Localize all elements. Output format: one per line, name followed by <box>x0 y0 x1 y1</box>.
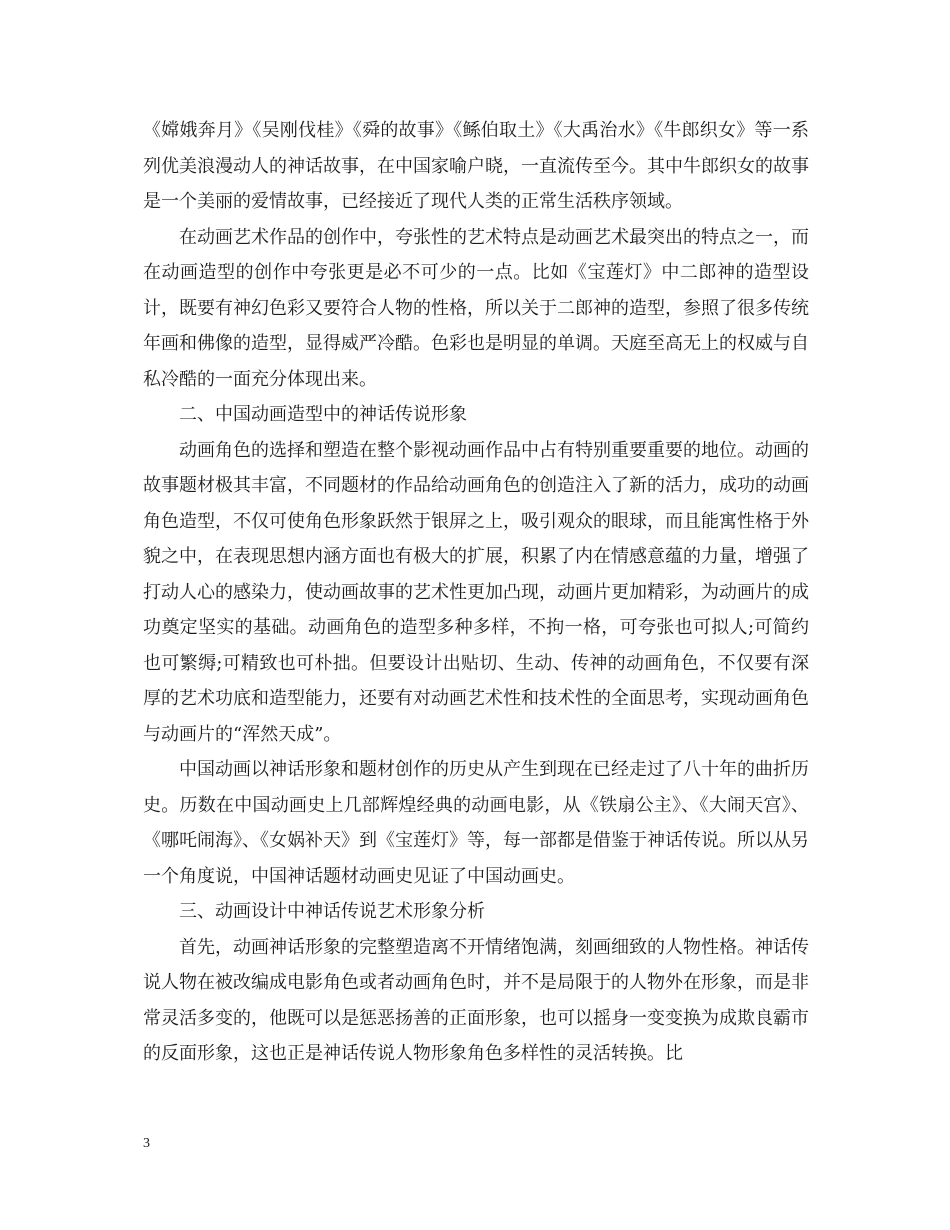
paragraph-continued: 《嫦娥奔月》《吴刚伐桂》《舜的故事》《鲧伯取土》《大禹治水》《牛郎织女》等一系列优美浪漫动人的神话故事，在中国家喻户晓，一直流传至今。其中牛郎织女的故事是一个美丽的爱情故事，已经接近了现代人类的正常生活秩序领域。 <box>143 120 809 212</box>
section-heading-3: 三、动画设计中神话传说艺术形象分析 <box>179 901 485 922</box>
section-heading-2: 二、中国动画造型中的神话传说形象 <box>179 404 467 425</box>
paragraph-analysis: 首先，动画神话形象的完整塑造离不开情绪饱满，刻画细致的人物性格。神话传说人物在被改编成电影角色或者动画角色时，并不是局限于的人物外在形象，而是非常灵活多变的，他既可以是惩恶扬善的正面形象，也可以摇身一变变换为成欺良霸市的反面形象，这也正是神话传说人物形象角色多样性的灵活转换。比 <box>143 936 809 1064</box>
paragraph-history: 中国动画以神话形象和题材创作的历史从产生到现在已经走过了八十年的曲折历史。历数在中国动画史上几部辉煌经典的动画电影，从《铁扇公主》、《大闹天宫》、《哪吒闹海》、《女娲补天》到《宝莲灯》等，每一部都是借鉴于神话传说。所以从另一个角度说，中国神话题材动画史见证了中国动画史。 <box>143 759 809 887</box>
document-body <box>143 113 809 1072</box>
page-number: 3 <box>143 1136 150 1151</box>
paragraph-exaggeration: 在动画艺术作品的创作中，夸张性的艺术特点是动画艺术最突出的特点之一，而在动画造型的创作中夸张更是必不可少的一点。比如《宝莲灯》中二郎神的造型设计，既要有神幻色彩又要符合人物的性格，所以关于二郎神的造型，参照了很多传统年画和佛像的造型，显得威严冷酷。色彩也是明显的单调。天庭至高无上的权威与自私冷酷的一面充分体现出来。 <box>143 226 809 390</box>
paragraph-character-design: 动画角色的选择和塑造在整个影视动画作品中占有特别重要重要的地位。动画的故事题材极其丰富，不同题材的作品给动画角色的创造注入了新的活力，成功的动画角色造型，不仅可使角色形象跃然于银屏之上，吸引观众的眼球，而且能寓性格于外貌之中，在表现思想内涵方面也有极大的扩展，积累了内在情感意蕴的力量，增强了打动人心的感染力，使动画故事的艺术性更加凸现，动画片更加精彩，为动画片的成功奠定坚实的基础。动画角色的造型多种多样，不拘一格，可夸张也可拟人;可简约也可繁缛;可精致也可朴拙。但要设计出贴切、生动、传神的动画角色，不仅要有深厚的艺术功底和造型能力，还要有对动画艺术性和技术性的全面思考，实现动画角色与动画片的“浑然天成”。 <box>143 439 809 745</box>
